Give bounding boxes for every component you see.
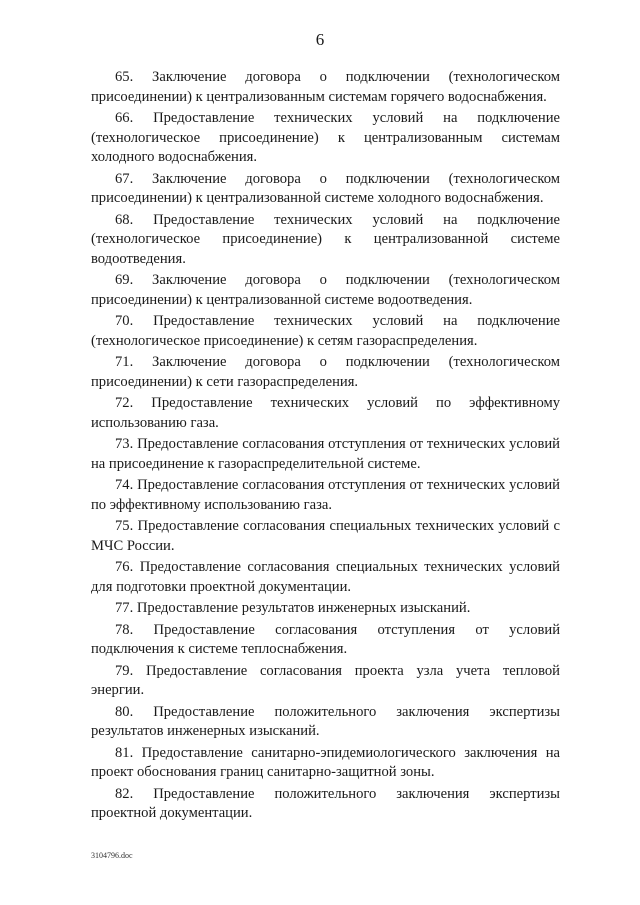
item-list: [91, 68, 560, 826]
page-number: 6: [315, 30, 325, 49]
list-item: 65. Заключение договора о подключении (технологическом присоединении) к централизованным системам горячего водоснабжения.: [91, 69, 560, 105]
list-item: 73. Предоставление согласования отступления от технических условий на присоединение к газораспределительной системе.: [91, 436, 560, 472]
list-item: 77. Предоставление результатов инженерных изысканий.: [115, 600, 471, 616]
list-item: 75. Предоставление согласования специальных технических условий с МЧС России.: [91, 518, 560, 554]
list-item: 80. Предоставление положительного заключения экспертизы результатов инженерных изысканий.: [91, 703, 560, 739]
list-item: 69. Заключение договора о подключении (технологическом присоединении) к централизованной системе водоотведения.: [91, 272, 560, 308]
list-item: 68. Предоставление технических условий на подключение (технологическое присоединение) к централизованной системе водоотведения.: [91, 211, 560, 267]
list-item: 81. Предоставление санитарно-эпидемиологического заключения на проект обоснования границ санитарно-защитной зоны.: [91, 744, 560, 780]
list-item: 74. Предоставление согласования отступления от технических условий по эффективному использованию газа.: [91, 477, 560, 513]
list-item: 70. Предоставление технических условий на подключение (технологическое присоединение) к сетям газораспределения.: [91, 313, 560, 349]
document-filename: 3104796.doc: [91, 851, 133, 860]
list-item: 79. Предоставление согласования проекта узла учета тепловой энергии.: [91, 662, 560, 698]
list-item: 76. Предоставление согласования специальных технических условий для подготовки проектной документации.: [91, 559, 560, 595]
list-item: 82. Предоставление положительного заключения экспертизы проектной документации.: [91, 785, 560, 821]
list-item: 67. Заключение договора о подключении (технологическом присоединении) к централизованной системе холодного водоснабжения.: [91, 170, 560, 206]
list-item: 71. Заключение договора о подключении (технологическом присоединении) к сети газораспределения.: [91, 354, 560, 390]
list-item: 78. Предоставление согласования отступления от условий подключения к системе теплоснабжения.: [91, 621, 560, 657]
list-item: 66. Предоставление технических условий на подключение (технологическое присоединение) к централизованным системам холодного водоснабжения.: [91, 110, 560, 165]
list-item: 72. Предоставление технических условий по эффективному использованию газа.: [91, 395, 560, 431]
